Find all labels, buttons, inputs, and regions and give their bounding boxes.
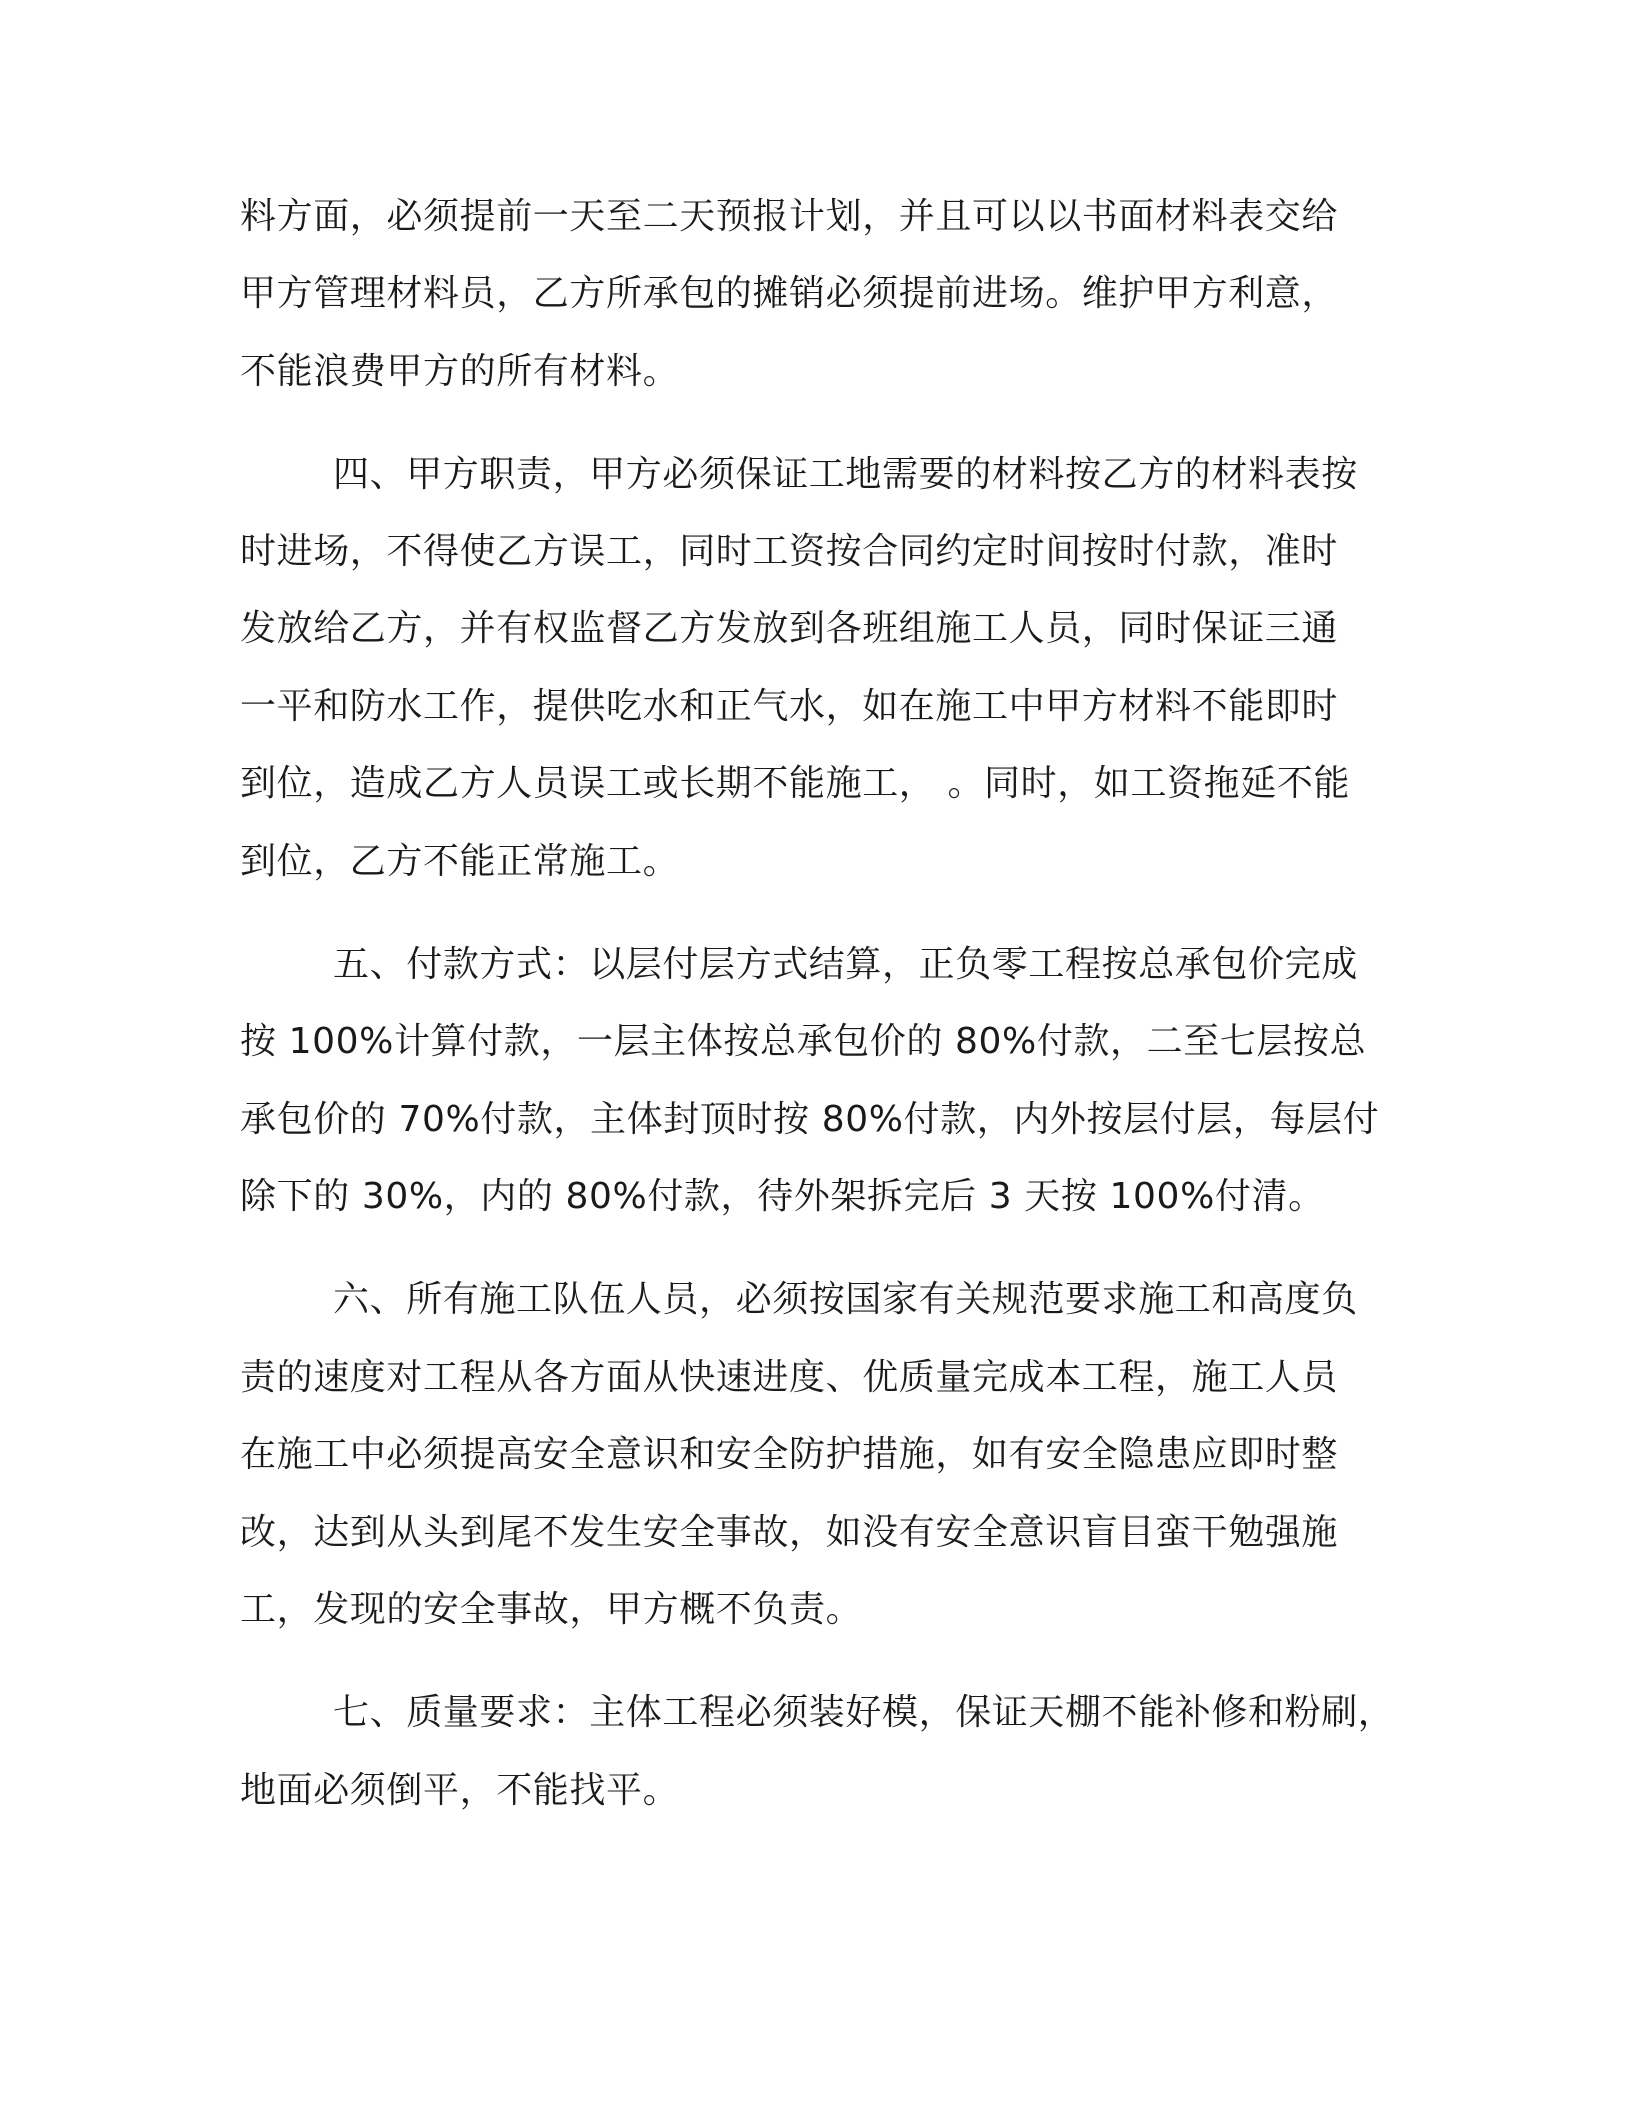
text-line: 除下的 30%，内的 80%付款，待外架拆完后 3 天按 100%付清。 [240, 1176, 1325, 1217]
text-line: 工，发现的安全事故，甲方概不负责。 [240, 1589, 863, 1630]
text-line: 在施工中必须提高安全意识和安全防护措施，如有安全隐患应即时整 [240, 1434, 1339, 1475]
text-line: 按 100%计算付款，一层主体按总承包价的 80%付款，二至七层按总 [240, 1021, 1367, 1062]
text-line: 甲方管理材料员，乙方所承包的摊销必须提前进场。维护甲方利意， [240, 273, 1339, 314]
text-line: 改，达到从头到尾不发生安全事故，如没有安全意识盲目蛮干勉强施 [240, 1512, 1339, 1553]
text-line: 到位，乙方不能正常施工。 [240, 841, 680, 882]
paragraph-first-line: 七、质量要求：主体工程必须装好模，保证天棚不能补修和粉刷， [333, 1692, 1395, 1733]
text-line: 料方面，必须提前一天至二天预报计划，并且可以以书面材料表交给 [240, 196, 1339, 237]
text-line: 发放给乙方，并有权监督乙方发放到各班组施工人员，同时保证三通 [240, 608, 1339, 649]
paragraph-first-line: 四、甲方职责，甲方必须保证工地需要的材料按乙方的材料表按 [333, 454, 1358, 495]
paragraph-first-line: 六、所有施工队伍人员，必须按国家有关规范要求施工和高度负 [333, 1279, 1358, 1320]
text-line: 地面必须倒平，不能找平。 [240, 1770, 680, 1811]
paragraph-first-line: 五、付款方式：以层付层方式结算，正负零工程按总承包价完成 [333, 944, 1358, 985]
text-line: 责的速度对工程从各方面从快速进度、优质量完成本工程，施工人员 [240, 1357, 1339, 1398]
text-line: 到位，造成乙方人员误工或长期不能施工， 。同时，如工资拖延不能 [240, 763, 1351, 804]
text-line: 承包价的 70%付款，主体封顶时按 80%付款，内外按层付层，每层付 [240, 1099, 1380, 1140]
text-line: 时进场，不得使乙方误工，同时工资按合同约定时间按时付款，准时 [240, 531, 1339, 572]
text-line: 一平和防水工作，提供吃水和正气水，如在施工中甲方材料不能即时 [240, 686, 1339, 727]
text-line: 不能浪费甲方的所有材料。 [240, 351, 680, 392]
